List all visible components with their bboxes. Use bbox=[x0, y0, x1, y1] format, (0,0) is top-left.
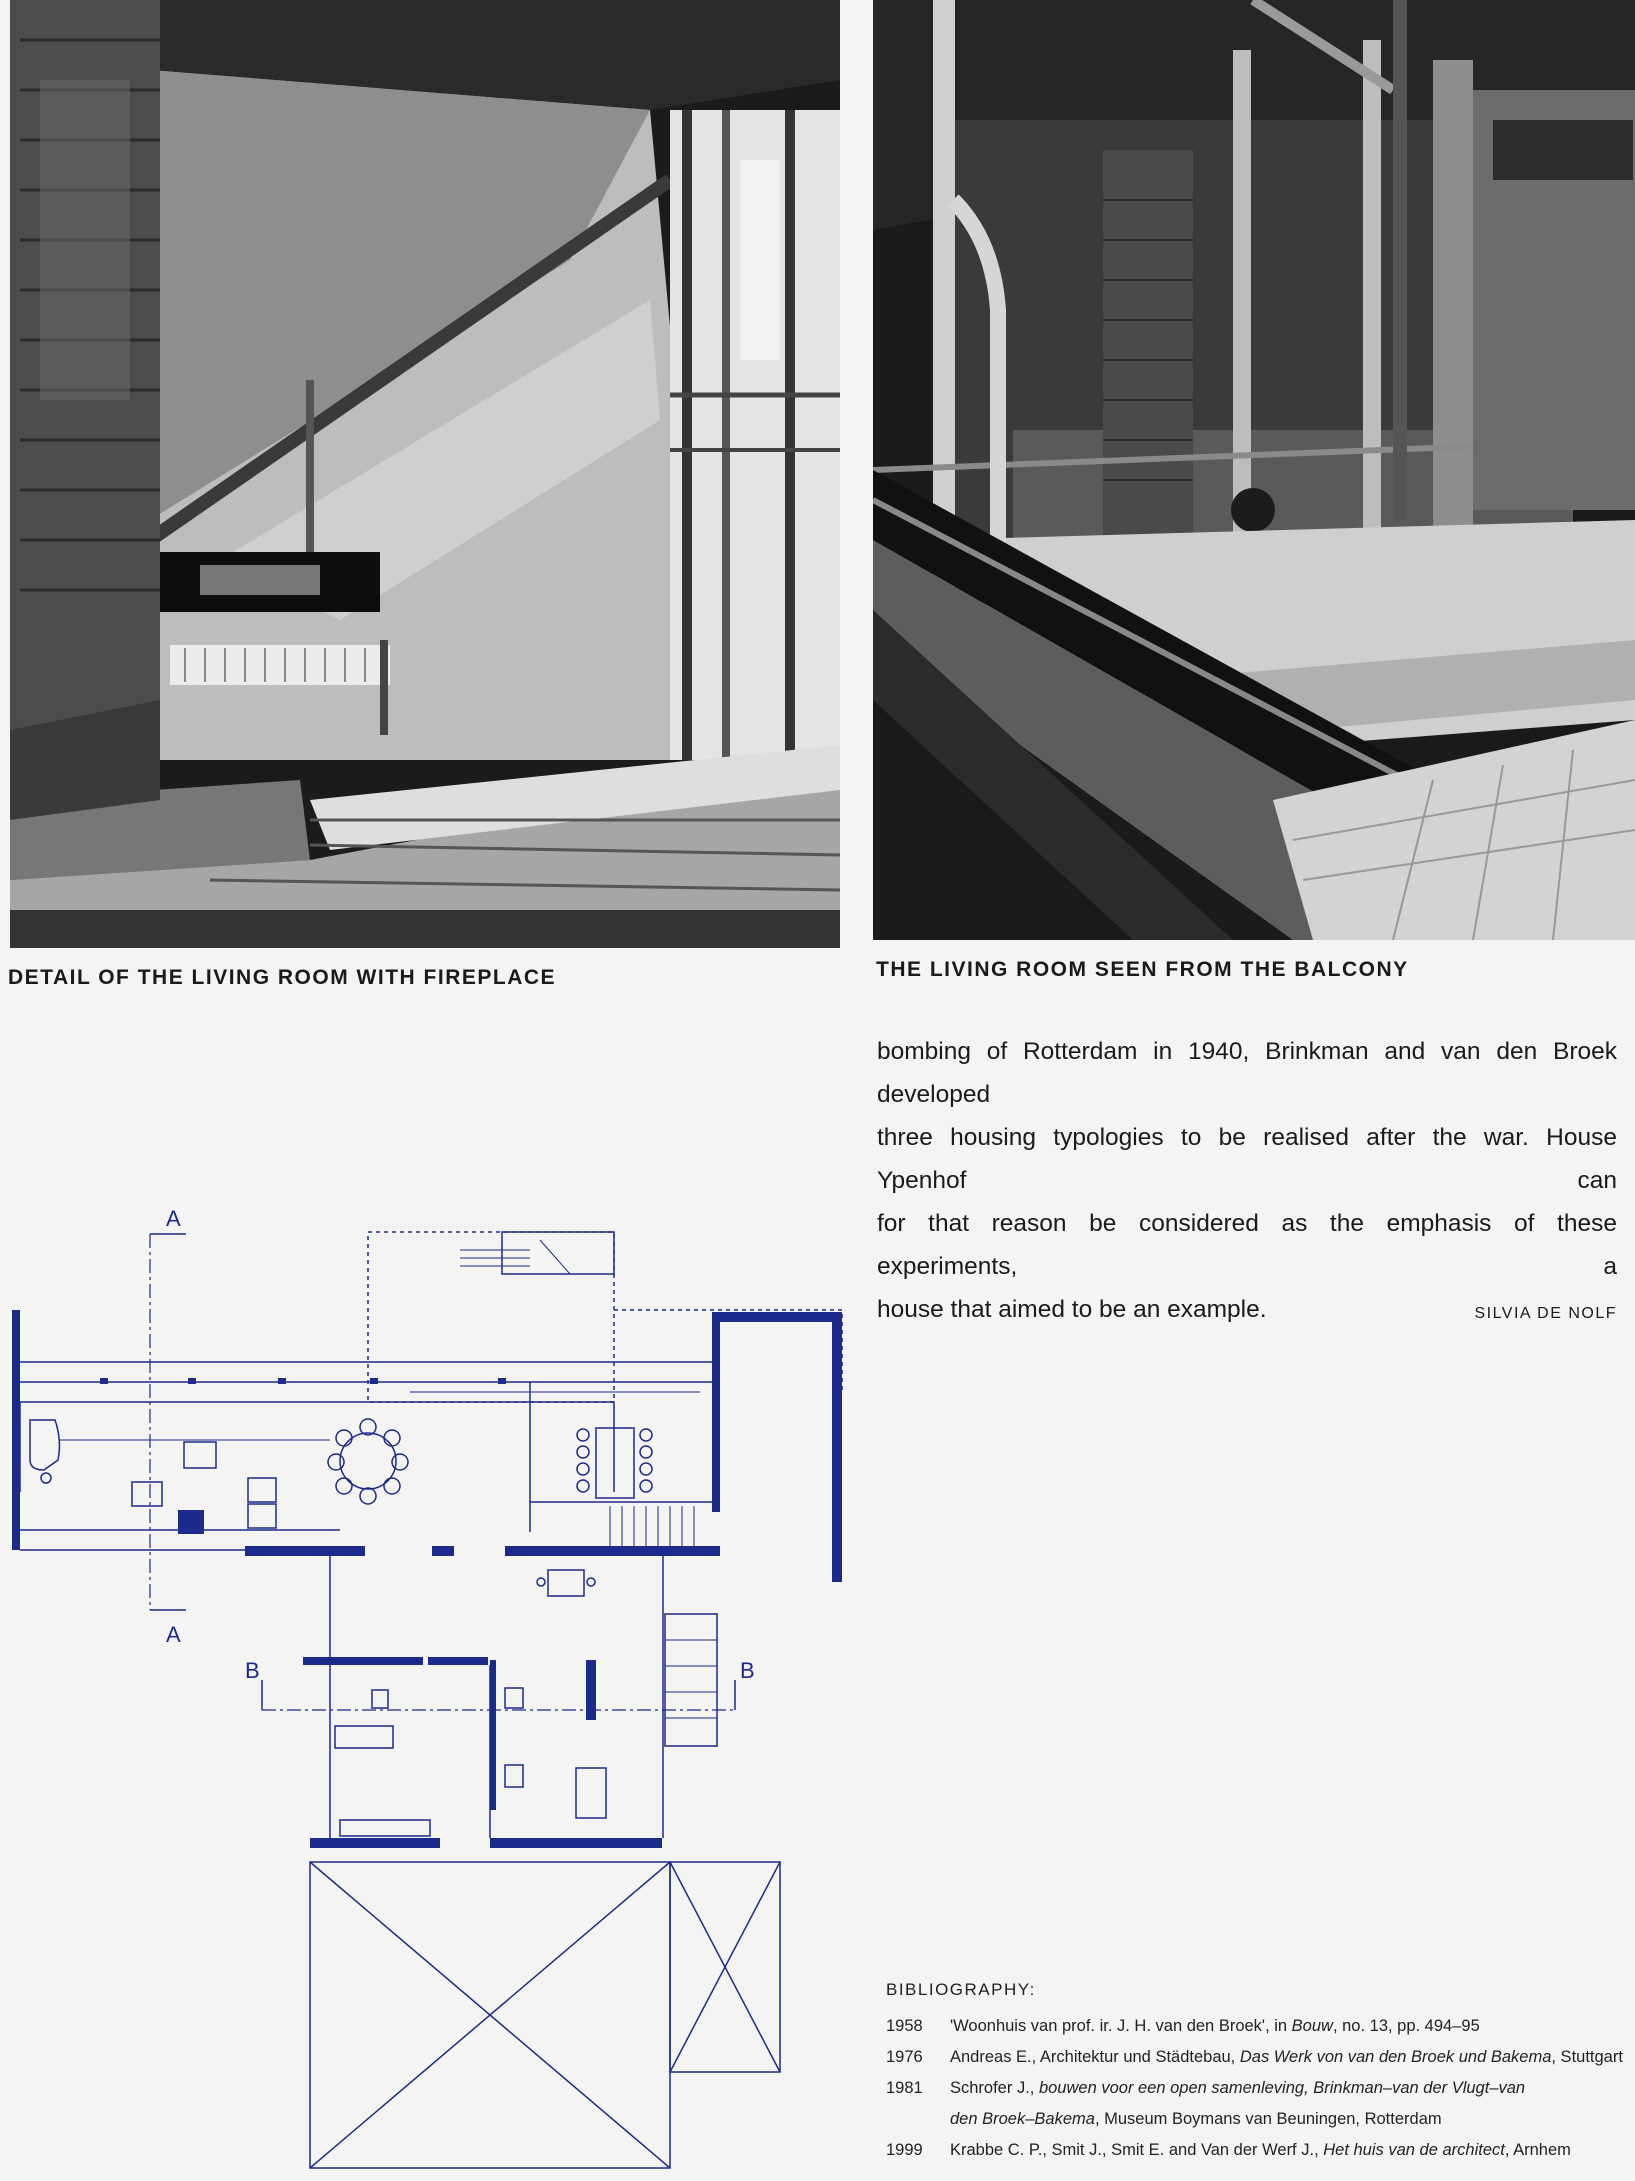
section-label-b-right: B bbox=[740, 1658, 755, 1683]
bib-text: den Broek–Bakema, Museum Boymans van Beuningen, Rotterdam bbox=[950, 2110, 1442, 2128]
bib-text: 'Woonhuis van prof. ir. J. H. van den Broek', in Bouw, no. 13, pp. 494–95 bbox=[950, 2017, 1480, 2035]
article-line: bombing of Rotterdam in 1940, Brinkman and van den Broek developed bbox=[877, 1038, 1617, 1108]
bibliography-entry bbox=[886, 2104, 1626, 2135]
article-body bbox=[877, 1030, 1617, 1335]
floor-plan bbox=[0, 1170, 860, 2181]
article-line: three housing typologies to be realised after the war. House Ypenhof can bbox=[877, 1124, 1617, 1194]
article-line: house that aimed to be an example. bbox=[877, 1296, 1267, 1323]
bib-year: 1976 bbox=[886, 2048, 923, 2066]
bib-year: 1958 bbox=[886, 2017, 923, 2035]
photo-living-room-balcony bbox=[873, 0, 1635, 940]
section-label-b-left: B bbox=[245, 1658, 260, 1683]
article-line-last bbox=[877, 1288, 1617, 1331]
bibliography-entry bbox=[886, 2011, 1626, 2042]
author-name: SILVIA DE NOLF bbox=[1474, 1305, 1617, 1322]
bibliography-entry bbox=[886, 2135, 1626, 2166]
section-label-a-top: A bbox=[166, 1206, 181, 1231]
photo-living-room-fireplace bbox=[10, 0, 840, 948]
bibliography-entry bbox=[886, 2042, 1626, 2073]
bib-text: Andreas E., Architektur und Städtebau, Das Werk von van den Broek und Bakema, Stuttgart bbox=[950, 2048, 1623, 2066]
bib-year: 1999 bbox=[886, 2141, 923, 2159]
bib-text: Schrofer J., bouwen voor een open samenleving, Brinkman–van der Vlugt–van bbox=[950, 2079, 1526, 2097]
bibliography bbox=[886, 1980, 1626, 2166]
bib-year bbox=[886, 2104, 950, 2135]
section-label-a-bottom: A bbox=[166, 1622, 181, 1647]
bib-year: 1981 bbox=[886, 2079, 923, 2097]
bib-text: Krabbe C. P., Smit J., Smit E. and Van der Werf J., Het huis van de architect, Arnhem bbox=[950, 2141, 1571, 2159]
article-line: for that reason be considered as the emphasis of these experiments, a bbox=[877, 1210, 1617, 1280]
caption-balcony-photo: THE LIVING ROOM SEEN FROM THE BALCONY bbox=[876, 958, 1409, 981]
caption-fireplace-photo: DETAIL OF THE LIVING ROOM WITH FIREPLACE bbox=[8, 966, 557, 989]
bibliography-entry bbox=[886, 2073, 1626, 2104]
bibliography-heading: BIBLIOGRAPHY: bbox=[886, 1980, 1036, 1999]
